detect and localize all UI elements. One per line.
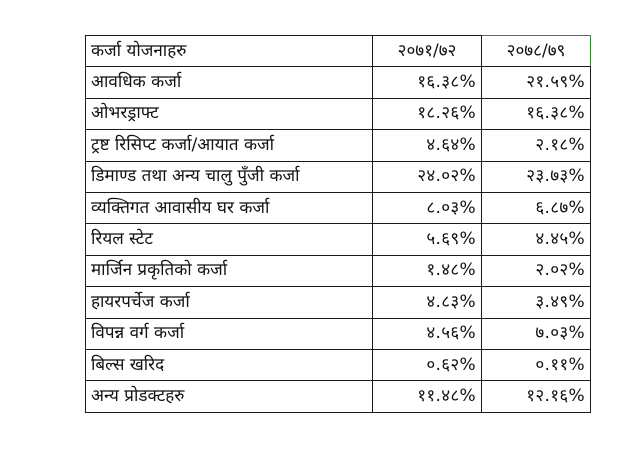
year1-value-cell[interactable]: ४.५६% [373, 318, 482, 349]
year2-value-cell[interactable]: १६.३८% [482, 98, 591, 129]
year1-value-cell[interactable]: १८.२६% [373, 98, 482, 129]
table-row [86, 161, 591, 192]
year1-value-cell[interactable]: २४.०२% [373, 161, 482, 192]
table-row [86, 67, 591, 98]
loan-type-cell[interactable]: मार्जिन प्रकृतिको कर्जा [86, 255, 373, 286]
header-loan-type[interactable]: कर्जा योजनाहरु [86, 36, 373, 67]
loan-composition-table [85, 35, 591, 413]
table-row [86, 349, 591, 380]
year1-value-cell[interactable]: १६.३८% [373, 67, 482, 98]
table-row [86, 318, 591, 349]
year2-value-cell[interactable]: २१.५९% [482, 67, 591, 98]
year2-value-cell[interactable]: २.१८% [482, 130, 591, 161]
table-row [86, 192, 591, 223]
year2-value-cell[interactable]: ४.४५% [482, 224, 591, 255]
year2-value-cell[interactable]: ०.११% [482, 349, 591, 380]
loan-type-cell[interactable]: बिल्स खरिद [86, 349, 373, 380]
year1-value-cell[interactable]: ०.६२% [373, 349, 482, 380]
table-row [86, 130, 591, 161]
header-year-2071-72[interactable]: २०७१/७२ [373, 36, 482, 67]
loan-type-cell[interactable]: ट्रष्ट रिसिप्ट कर्जा/आयात कर्जा [86, 130, 373, 161]
table-row [86, 381, 591, 412]
year2-value-cell[interactable]: २३.७३% [482, 161, 591, 192]
header-year-2078-79[interactable]: २०७८/७९ [482, 36, 591, 67]
header-row [86, 36, 591, 67]
table-row [86, 287, 591, 318]
loan-type-cell[interactable]: आवधिक कर्जा [86, 67, 373, 98]
year1-value-cell[interactable]: ४.६४% [373, 130, 482, 161]
loan-type-cell[interactable]: डिमाण्ड तथा अन्य चालु पुँजी कर्जा [86, 161, 373, 192]
table-row [86, 255, 591, 286]
loan-type-cell[interactable]: हायरपर्चेज कर्जा [86, 287, 373, 318]
year1-value-cell[interactable]: ४.८३% [373, 287, 482, 318]
loan-type-cell[interactable]: व्यक्तिगत आवासीय घर कर्जा [86, 192, 373, 223]
year1-value-cell[interactable]: १.४८% [373, 255, 482, 286]
year2-value-cell[interactable]: २.०२% [482, 255, 591, 286]
year1-value-cell[interactable]: ११.४८% [373, 381, 482, 412]
year2-value-cell[interactable]: ७.०३% [482, 318, 591, 349]
year2-value-cell[interactable]: ६.८७% [482, 192, 591, 223]
table-row [86, 224, 591, 255]
loan-type-cell[interactable]: विपन्न वर्ग कर्जा [86, 318, 373, 349]
year2-value-cell[interactable]: ३.४९% [482, 287, 591, 318]
year1-value-cell[interactable]: ८.०३% [373, 192, 482, 223]
year2-value-cell[interactable]: १२.१६% [482, 381, 591, 412]
loan-type-cell[interactable]: ओभरड्राफ्ट [86, 98, 373, 129]
loan-type-cell[interactable]: रियल स्टेट [86, 224, 373, 255]
loan-type-cell[interactable]: अन्य प्रोडक्टहरु [86, 381, 373, 412]
year1-value-cell[interactable]: ५.६९% [373, 224, 482, 255]
table-row [86, 98, 591, 129]
